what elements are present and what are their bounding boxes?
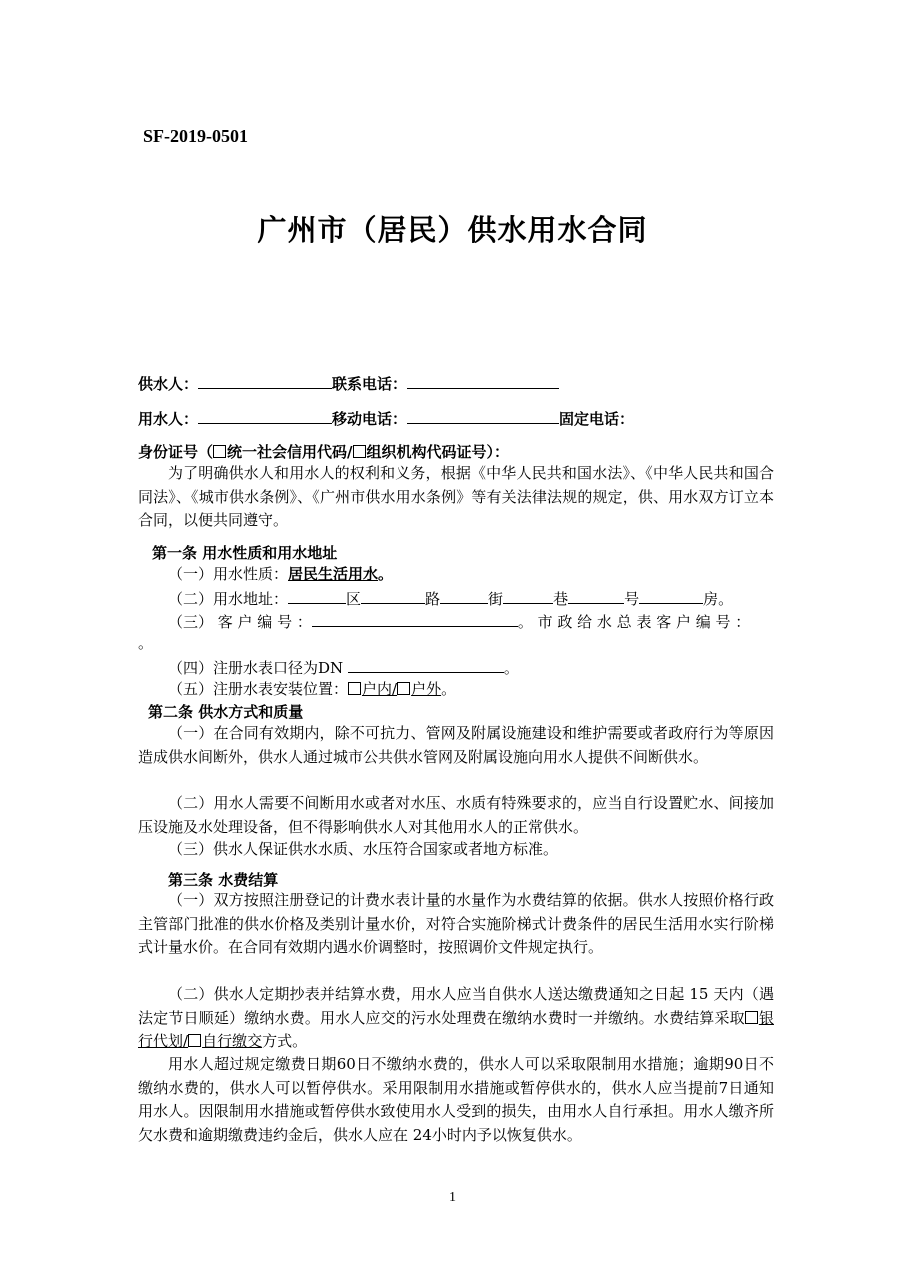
user-label: 用水人： (138, 410, 199, 428)
id-label-b: 统一社会信用代码/ (227, 443, 353, 461)
meter-prefix: （四）注册水表口径为DN (168, 659, 348, 677)
contact-phone-blank[interactable] (407, 372, 559, 389)
article1-address (168, 587, 733, 609)
id-label-a: 身份证号（ (138, 443, 214, 461)
page-number: 1 (449, 1190, 456, 1205)
checkbox-org-code[interactable] (353, 445, 366, 458)
article3-p2-end: 方式。 (262, 1032, 308, 1050)
document-title: 广州市（居民）供水用水合同 (257, 213, 648, 247)
article3-p1: （一）双方按照注册登记的计费水表计量的水量作为水费结算的依据。供水人按照价格行政主管部门批准的供水价格及类别计量水价，对符合实施阶梯式计费条件的居民生活用水实行阶梯式计量水价。在合同有效期内遇水价调整时，按照调价文件规定执行。 (138, 891, 774, 956)
supplier-line (138, 372, 559, 394)
checkbox-outdoor[interactable] (397, 682, 410, 695)
article2-heading: 第二条 供水方式和质量 (148, 703, 304, 721)
addr-district: 区 (346, 590, 362, 608)
install-outdoor: 户外 (411, 680, 442, 698)
contact-phone-label: 联系电话： (332, 375, 408, 393)
article3-p2-text: （二）供水人定期抄表并结算水费，用水人应当自供水人送达缴费通知之日起 15 天内（遇法定节日顺延）缴纳水费。用水人应交的污水处理费在缴纳水费时一并缴纳。水费结算采取 (138, 985, 774, 1027)
article3-heading: 第三条 水费结算 (168, 871, 279, 889)
article2-p1: （一）在合同有效期内，除不可抗力、管网及附属设施建设和维护需要或者政府行为等原因造成供水间断外，供水人通过城市公共供水管网及附属设施向用水人提供不间断供水。 (138, 724, 774, 766)
customer-mid: 。 市 政 给 水 总 表 客 户 编 号 ： (517, 613, 751, 631)
install-prefix: （五）注册水表安装位置： (168, 680, 349, 698)
meter-end: 。 (503, 659, 519, 677)
article3-p2-self: 自行缴交 (202, 1032, 263, 1050)
article2-p2: （二）用水人需要不间断用水或者对水压、水质有特殊要求的，应当自行设置贮水、间接加压设施及水处理设备，但不得影响供水人对其他用水人的正常供水。 (138, 794, 774, 836)
checkbox-bank[interactable] (745, 1011, 758, 1024)
addr-road: 路 (425, 590, 441, 608)
addr-number: 号 (624, 590, 640, 608)
addr-road-blank[interactable] (361, 587, 425, 604)
install-indoor: 户内/ (362, 680, 398, 698)
addr-lane-blank[interactable] (503, 587, 553, 604)
addr-lane: 巷 (553, 590, 569, 608)
mobile-label: 移动电话： (332, 410, 408, 428)
addr-prefix: （二）用水地址： (168, 590, 289, 608)
article2-p3: （三）供水人保证供水水质、水压符合国家或者地方标准。 (168, 840, 559, 858)
addr-street: 街 (488, 590, 504, 608)
checkbox-credit-code[interactable] (213, 445, 226, 458)
addr-room-blank[interactable] (639, 587, 703, 604)
nature-end: 。 (378, 565, 394, 583)
fixed-phone-label: 固定电话： (559, 410, 635, 428)
nature-value: 居民生活用水 (288, 565, 379, 583)
checkbox-self-pay[interactable] (188, 1034, 201, 1047)
article1-nature (168, 564, 393, 584)
customer-prefix: （三） 客 户 编 号 ： (168, 613, 312, 631)
user-blank[interactable] (198, 407, 332, 424)
addr-number-blank[interactable] (568, 587, 624, 604)
article1-heading: 第一条 用水性质和用水地址 (152, 544, 338, 562)
id-line (138, 442, 509, 462)
supplier-label: 供水人： (138, 375, 199, 393)
mobile-blank[interactable] (407, 407, 559, 424)
customer-end: 。 (138, 634, 154, 652)
article1-meter (168, 656, 519, 678)
addr-district-blank[interactable] (288, 587, 346, 604)
supplier-blank[interactable] (198, 372, 332, 389)
user-line (138, 407, 634, 429)
article3-p3: 用水人超过规定缴费日期60日不缴纳水费的，供水人可以采取限制用水措施；逾期90日不缴纳水费的，供水人可以暂停供水。采用限制用水措施或暂停供水的，供水人应当提前7日通知用水人。因限制用水措施或暂停供水致使用水人受到的损失，由用水人自行承担。用水人缴齐所欠水费和逾期缴费违约金后，供水人应在 24小时内予以恢复供水。 (138, 1055, 774, 1144)
install-end: 。 (441, 680, 457, 698)
id-label-c: 组织机构代码证号）： (366, 443, 510, 461)
article3-p2 (138, 983, 774, 1054)
article1-customer (168, 610, 750, 632)
article1-install (168, 679, 456, 699)
intro-paragraph: 为了明确供水人和用水人的权利和义务，根据《中华人民共和国水法》、《中华人民共和国合同法》、《城市供水条例》、《广州市供水用水条例》等有关法律法规的规定，供、用水双方订立本合同，以便共同遵守。 (138, 464, 774, 529)
addr-room: 房。 (703, 590, 734, 608)
addr-street-blank[interactable] (440, 587, 488, 604)
checkbox-indoor[interactable] (348, 682, 361, 695)
customer-blank[interactable] (312, 610, 518, 627)
meter-blank[interactable] (348, 656, 504, 673)
article3-p2-bank: 银行代划/ (138, 1008, 774, 1050)
document-code: SF-2019-0501 (143, 126, 248, 146)
nature-prefix: （一）用水性质： (168, 565, 289, 583)
